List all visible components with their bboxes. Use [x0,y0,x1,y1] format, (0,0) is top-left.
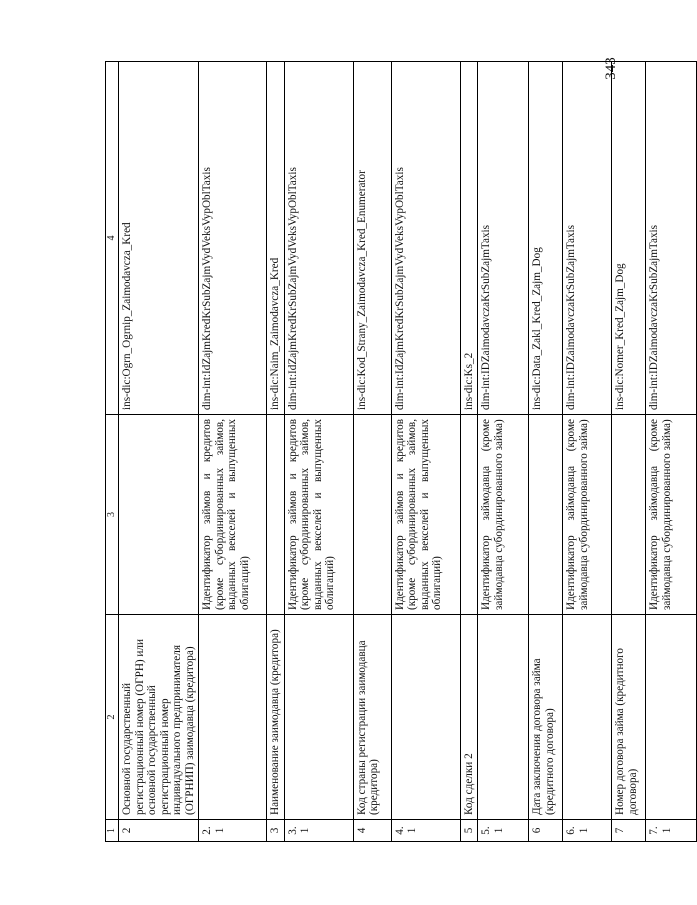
indicator-name-cell [284,615,353,820]
header-cell: 3 [106,415,119,615]
taxonomy-element-cell: dim-int:IDZaimodavczaKrSubZajmTaxis [563,62,612,415]
dimension-description-cell [353,415,391,615]
page-number: 343 [602,57,619,80]
dimension-description-cell: Идентификатор займов и кредитов (кроме субординированных займов, выданных векселей и выпущенных облигаций) [391,415,460,615]
header-cell: 4 [106,62,119,415]
dimension-description-cell: Идентификатор займов и кредитов (кроме субординированных займов, выданных векселей и выпущенных облигаций) [199,415,267,615]
row-number-cell: 5 [460,820,478,842]
table-row [391,62,460,842]
header-cell: 2 [106,615,119,820]
dimension-description-cell [267,415,285,615]
table-row [646,62,697,842]
table-row [119,62,199,842]
table-row [199,62,267,842]
table-row [612,62,646,842]
table-row [563,62,612,842]
taxonomy-element-cell: dim-int:IDZaimodavczaKrSubZajmTaxis [478,62,529,415]
row-number-cell: 3 [267,820,285,842]
table-row [353,62,391,842]
taxonomy-element-cell: dim-int:IdZajmKredKrSubZajmVydVeksVypOblTaxis [199,62,267,415]
table-row [478,62,529,842]
indicator-name-cell [563,615,612,820]
taxonomy-element-cell: ins-dic:Ks_2 [460,62,478,415]
table-row [529,62,563,842]
indicator-name-cell: Код страны регистрации заимодавца (кредитора) [353,615,391,820]
row-number-cell: 7.1 [646,820,697,842]
table-row [460,62,478,842]
taxonomy-element-cell: dim-int:IdZajmKredKrSubZajmVydVeksVypOblTaxis [284,62,353,415]
taxonomy-element-cell: dim-int:IDZaimodavczaKrSubZajmTaxis [646,62,697,415]
dimension-description-cell [612,415,646,615]
indicator-name-cell: Код сделки 2 [460,615,478,820]
taxonomy-element-cell: ins-dic:Nomer_Kred_Zajm_Dog [612,62,646,415]
mapping-table [105,61,697,842]
taxonomy-element-cell: ins-dic:Ogrn_Ogrnip_Zaimodavcza_Kred [119,62,199,415]
taxonomy-element-cell: dim-int:IdZajmKredKrSubZajmVydVeksVypOblTaxis [391,62,460,415]
row-number-cell: 7 [612,820,646,842]
dimension-description-cell [460,415,478,615]
table-row [267,62,285,842]
row-number-cell: 5.1 [478,820,529,842]
indicator-name-cell [391,615,460,820]
row-number-cell: 6 [529,820,563,842]
taxonomy-element-cell: ins-dic:Kod_Strany_Zaimodavcza_Kred_Enumerator [353,62,391,415]
indicator-name-cell: Основной государственный регистрационный номер (ОГРН) или основной государственный регистрационный номер индивидуального предпринимателя (ОГРНИП) заимодавца (кредитора) [119,615,199,820]
row-number-cell: 6.1 [563,820,612,842]
header-cell: 1 [106,820,119,842]
dimension-description-cell: Идентификатор займодавца (кроме займодавца субординированного займа) [478,415,529,615]
dimension-description-cell: Идентификатор займодавца (кроме займодавца субординированного займа) [646,415,697,615]
table-row [284,62,353,842]
indicator-name-cell [478,615,529,820]
row-number-cell: 2.1 [199,820,267,842]
header-row [106,62,119,842]
row-number-cell: 3.1 [284,820,353,842]
indicator-name-cell [199,615,267,820]
dimension-description-cell [119,415,199,615]
row-number-cell: 4.1 [391,820,460,842]
taxonomy-element-cell: ins-dic:Data_Zakl_Kred_Zajm_Dog [529,62,563,415]
indicator-name-cell: Номер договора займа (кредитного договора) [612,615,646,820]
dimension-description-cell [529,415,563,615]
dimension-description-cell: Идентификатор займов и кредитов (кроме субординированных займов, выданных векселей и выпущенных облигаций) [284,415,353,615]
indicator-name-cell: Наименование заимодавца (кредитора) [267,615,285,820]
dimension-description-cell: Идентификатор займодавца (кроме займодавца субординированного займа) [563,415,612,615]
taxonomy-element-cell: ins-dic:Naim_Zaimodavcza_Kred [267,62,285,415]
indicator-name-cell: Дата заключения договора займа (кредитного договора) [529,615,563,820]
row-number-cell: 4 [353,820,391,842]
row-number-cell: 2 [119,820,199,842]
indicator-name-cell [646,615,697,820]
